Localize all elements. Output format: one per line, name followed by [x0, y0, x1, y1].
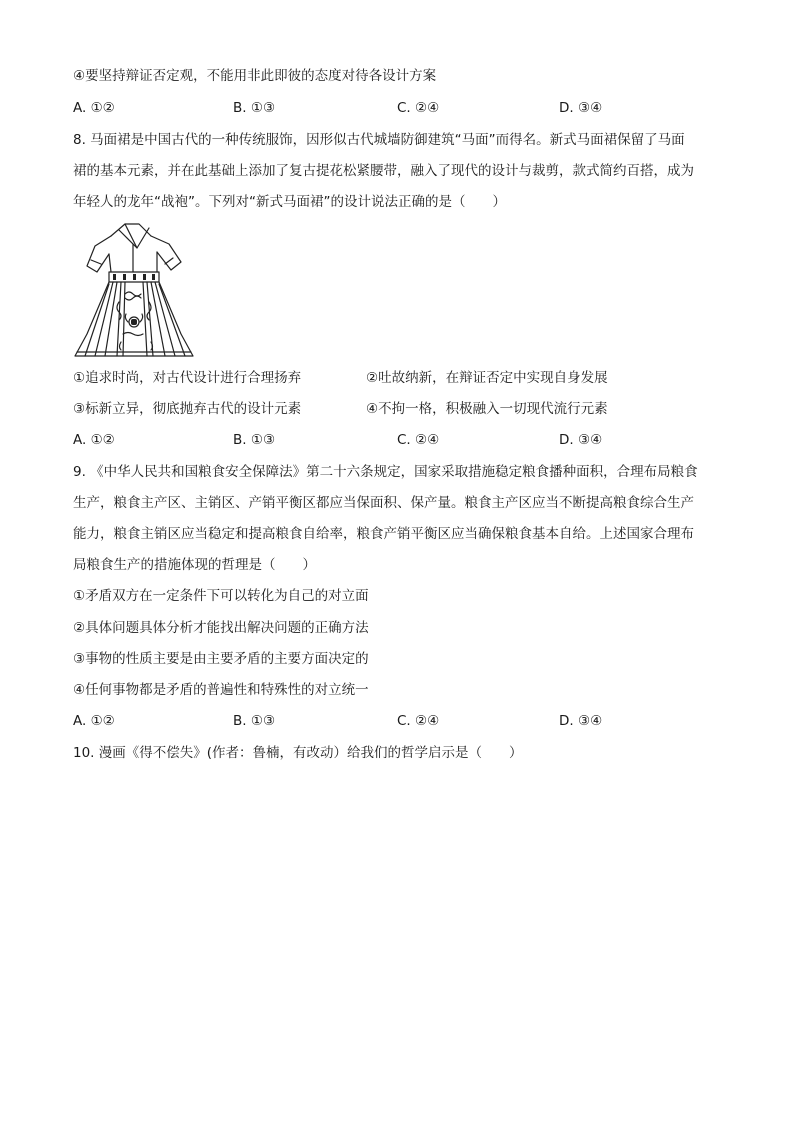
q8-item-1: ①追求时尚，对古代设计进行合理扬弃: [73, 370, 302, 386]
q9-stem-line-3: 能力，粮食主销区应当稳定和提高粮食自给率，粮食产销平衡区应当确保粮食基本自给。上述国家合理布: [73, 526, 694, 542]
q8-stem-line-2: 裙的基本元素，并在此基础上添加了复古提花松紧腰带，融入了现代的设计与裁剪，款式简约百搭，成为: [73, 163, 694, 179]
q7-option-d[interactable]: D. ③④: [559, 100, 603, 116]
q8-items-row-2: [73, 400, 723, 418]
q9-item-2: ②具体问题具体分析才能找出解决问题的正确方法: [73, 620, 369, 636]
q8-item-3: ③标新立异，彻底抛弃古代的设计元素: [73, 401, 302, 417]
q9-option-d[interactable]: D. ③④: [559, 713, 603, 729]
q8-stem-line-1: 8. 马面裙是中国古代的一种传统服饰，因形似古代城墙防御建筑“马面”而得名。新式马面裙保留了马面: [73, 132, 685, 148]
q9-item-1: ①矛盾双方在一定条件下可以转化为自己的对立面: [73, 588, 369, 604]
q8-option-b[interactable]: B. ①③: [233, 432, 276, 448]
q9-stem-line-4: 局粮食生产的措施体现的哲理是（ ）: [73, 557, 316, 573]
q9-option-b[interactable]: B. ①③: [233, 713, 276, 729]
q7-options: [73, 99, 723, 117]
q9-stem-line-2: 生产，粮食主产区、主销区、产销平衡区都应当保面积、保产量。粮食主产区应当不断提高粮食综合生产: [73, 495, 694, 511]
q8-option-c[interactable]: C. ②④: [397, 432, 440, 448]
q8-items-row-1: [73, 369, 723, 387]
q8-item-4: ④不拘一格，积极融入一切现代流行元素: [366, 401, 608, 417]
q7-item-4: ④要坚持辩证否定观，不能用非此即彼的态度对待各设计方案: [73, 68, 437, 84]
q7-option-b[interactable]: B. ①③: [233, 100, 276, 116]
q8-options: [73, 431, 723, 449]
q9-options: [73, 712, 723, 730]
q9-item-3: ③事物的性质主要是由主要矛盾的主要方面决定的: [73, 651, 369, 667]
q9-item-4: ④任何事物都是矛盾的普遍性和特殊性的对立统一: [73, 682, 369, 698]
q10-stem-line-1: 10. 漫画《得不偿失》(作者：鲁楠，有改动）给我们的哲学启示是（ ）: [73, 745, 523, 761]
q8-option-d[interactable]: D. ③④: [559, 432, 603, 448]
q8-item-2: ②吐故纳新，在辩证否定中实现自身发展: [366, 370, 608, 386]
q8-option-a[interactable]: A. ①②: [73, 432, 115, 448]
mamian-skirt-illustration: [73, 222, 195, 362]
q9-stem-line-1: 9. 《中华人民共和国粮食安全保障法》第二十六条规定，国家采取措施稳定粮食播种面积，合理布局粮食: [73, 464, 698, 480]
q7-option-a[interactable]: A. ①②: [73, 100, 115, 116]
q7-option-c[interactable]: C. ②④: [397, 100, 440, 116]
q9-option-a[interactable]: A. ①②: [73, 713, 115, 729]
q8-stem-line-3: 年轻人的龙年“战袍”。下列对“新式马面裙”的设计说法正确的是（ ）: [73, 194, 506, 210]
q9-option-c[interactable]: C. ②④: [397, 713, 440, 729]
